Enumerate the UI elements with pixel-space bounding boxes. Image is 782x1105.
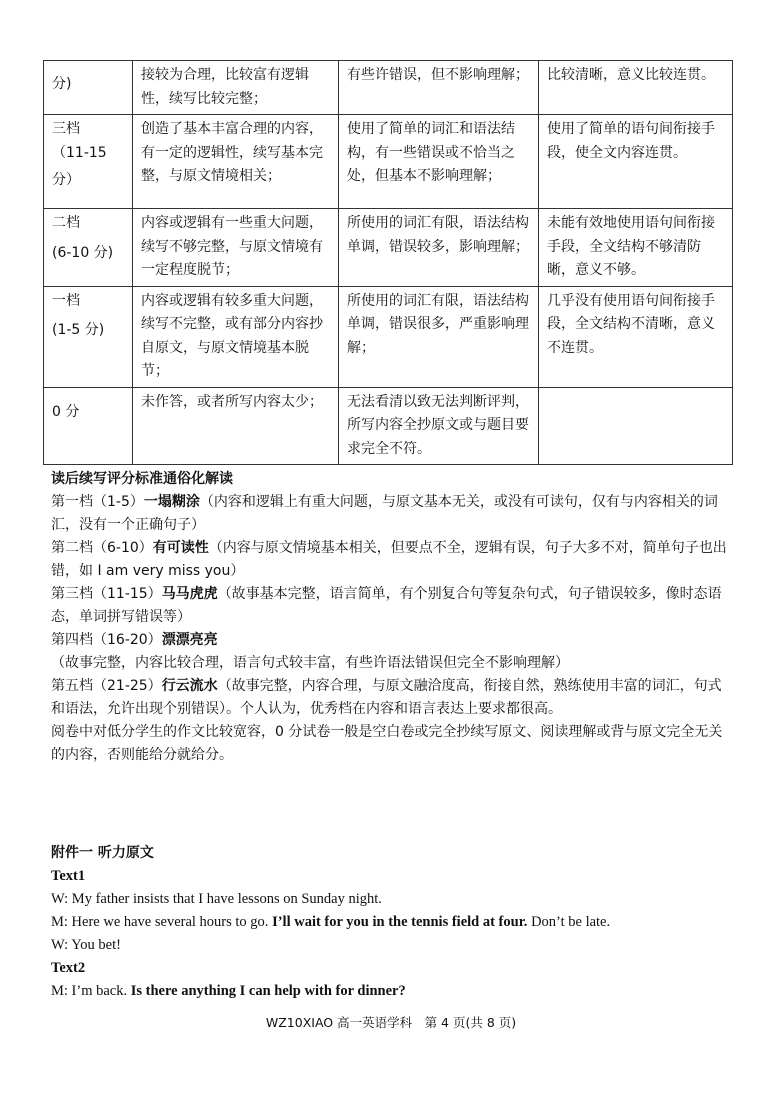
item-keyword: 有可读性 xyxy=(152,540,209,556)
level-cell xyxy=(44,286,133,387)
structure-cell: 几乎没有使用语句间衔接手段，全文结构不清晰，意义不连贯。 xyxy=(539,286,733,387)
level-name: 一档 xyxy=(52,292,80,309)
item-prefix: 第四档（16-20） xyxy=(51,632,162,648)
item-prefix: 第三档（11-15） xyxy=(51,586,162,602)
table-row xyxy=(44,286,733,387)
language-cell: 所使用的词汇有限，语法结构单调，错误较多，影响理解； xyxy=(339,209,539,287)
text1-line-2 xyxy=(51,911,733,934)
item-text: （内容与原文情境基本相关，但要点不全，逻辑有误，句子大多不对，简单句子也出错，如 I am very miss you） xyxy=(51,540,727,579)
structure-cell: 未能有效地使用语句间衔接手段，全文结构不够清防晰，意义不够。 xyxy=(539,209,733,287)
item-text: （故事完整，内容合理，与原文融洽度高，衔接自然，熟练使用丰富的词汇，句式和语法，允许出现个别错误）。个人认为，优秀档在内容和语言表达上要求都很高。 xyxy=(51,678,722,717)
item-prefix: 第一档（1-5） xyxy=(51,494,144,510)
item-keyword: 一塌糊涂 xyxy=(143,494,200,510)
section-heading: 读后续写评分标准通俗化解读 xyxy=(51,471,233,487)
text1-line-1: W: My father insists that I have lessons on Sunday night. xyxy=(51,891,382,907)
level-text: 分) xyxy=(52,76,72,92)
list-item xyxy=(51,491,733,537)
content-cell: 内容或逻辑有较多重大问题，续写不完整，或有部分内容抄自原文，与原文情境基本脱节； xyxy=(133,286,339,387)
page-footer: WZ10XIAO 高一英语学科 第 4 页(共 8 页) xyxy=(265,1015,517,1030)
key-sentence: I’ll wait for you in the tennis field at four. xyxy=(272,914,528,930)
level-range: (1-5 分) xyxy=(52,322,105,338)
dialogue-text: Don’t be late. xyxy=(527,914,611,930)
item-keyword: 漂漂亮亮 xyxy=(161,632,218,648)
level-name: 0 分 xyxy=(52,403,80,420)
dialogue-text: M: Here we have several hours to go. xyxy=(51,914,273,930)
text2-title: Text2 xyxy=(51,960,86,976)
item-prefix: 第二档（6-10） xyxy=(51,540,153,556)
content-cell: 未作答，或者所写内容太少； xyxy=(133,387,339,465)
level-cell xyxy=(44,115,133,209)
list-item xyxy=(51,629,733,675)
interpretation-section xyxy=(51,468,733,767)
table-row xyxy=(44,209,733,287)
level-cell xyxy=(44,387,133,465)
scoring-rubric-table xyxy=(43,60,733,465)
level-name: 二档 xyxy=(52,215,80,231)
language-cell: 有些许错误，但不影响理解； xyxy=(339,61,539,115)
level-range: （11-15 xyxy=(52,144,107,161)
key-sentence: Is there anything I can help with for dinner? xyxy=(130,983,406,999)
language-cell: 无法看清以致无法判断评判，所写内容全抄原文或与题目要求完全不符。 xyxy=(339,387,539,465)
item-prefix: 第五档（21-25） xyxy=(51,678,162,694)
item-keyword: 马马虎虎 xyxy=(161,586,218,602)
content-cell: 接较为合理，比较富有逻辑性，续写比较完整； xyxy=(133,61,339,115)
structure-cell: 使用了简单的语句间衔接手段，使全文内容连贯。 xyxy=(539,115,733,209)
grading-note: 阅卷中对低分学生的作文比较宽容，0 分试卷一般是空白卷或完全抄续写原文、阅读理解或背与原文完全无关的内容，否则能给分就给分。 xyxy=(51,724,723,763)
level-cell xyxy=(44,209,133,287)
table-row xyxy=(44,387,733,465)
item-text: （故事基本完整，语言简单，有个别复合句等复杂句式，句子错误较多，像时态语态，单词拼写错误等） xyxy=(51,586,722,625)
language-cell: 使用了简单的词汇和语法结构，有一些错误或不恰当之处，但基本不影响理解； xyxy=(339,115,539,209)
content-cell: 内容或逻辑有一些重大问题，续写不够完整，与原文情境有一定程度脱节； xyxy=(133,209,339,287)
appendix-section xyxy=(51,842,733,1003)
level-name: 三档 xyxy=(52,121,80,137)
item-keyword: 行云流水 xyxy=(161,678,218,694)
table-row xyxy=(44,115,733,209)
text1-line-3: W: You bet! xyxy=(51,937,121,953)
content-cell: 创造了基本丰富合理的内容，有一定的逻辑性，续写基本完整，与原文情境相关； xyxy=(133,115,339,209)
list-item xyxy=(51,583,733,629)
structure-cell: 比较清晰，意义比较连贯。 xyxy=(539,61,733,115)
level-cell xyxy=(44,61,133,115)
text1-title: Text1 xyxy=(51,868,86,884)
list-item xyxy=(51,537,733,583)
level-range: (6-10 分) xyxy=(52,244,114,261)
appendix-heading: 附件一 听力原文 xyxy=(51,845,154,861)
level-unit: 分） xyxy=(52,172,80,188)
item-text: （故事完整，内容比较合理，语言句式较丰富，有些许语法错误但完全不影响理解） xyxy=(51,655,569,671)
dialogue-text: M: I’m back. xyxy=(51,983,131,999)
list-item xyxy=(51,675,733,721)
table-row xyxy=(44,61,733,115)
item-text: （内容和逻辑上有重大问题，与原文基本无关，或没有可读句，仅有与内容相关的词汇，没有一个正确句子） xyxy=(51,494,718,533)
language-cell: 所使用的词汇有限，语法结构单调，错误很多，严重影响理解； xyxy=(339,286,539,387)
structure-cell xyxy=(539,387,733,465)
text2-line-1 xyxy=(51,980,733,1003)
